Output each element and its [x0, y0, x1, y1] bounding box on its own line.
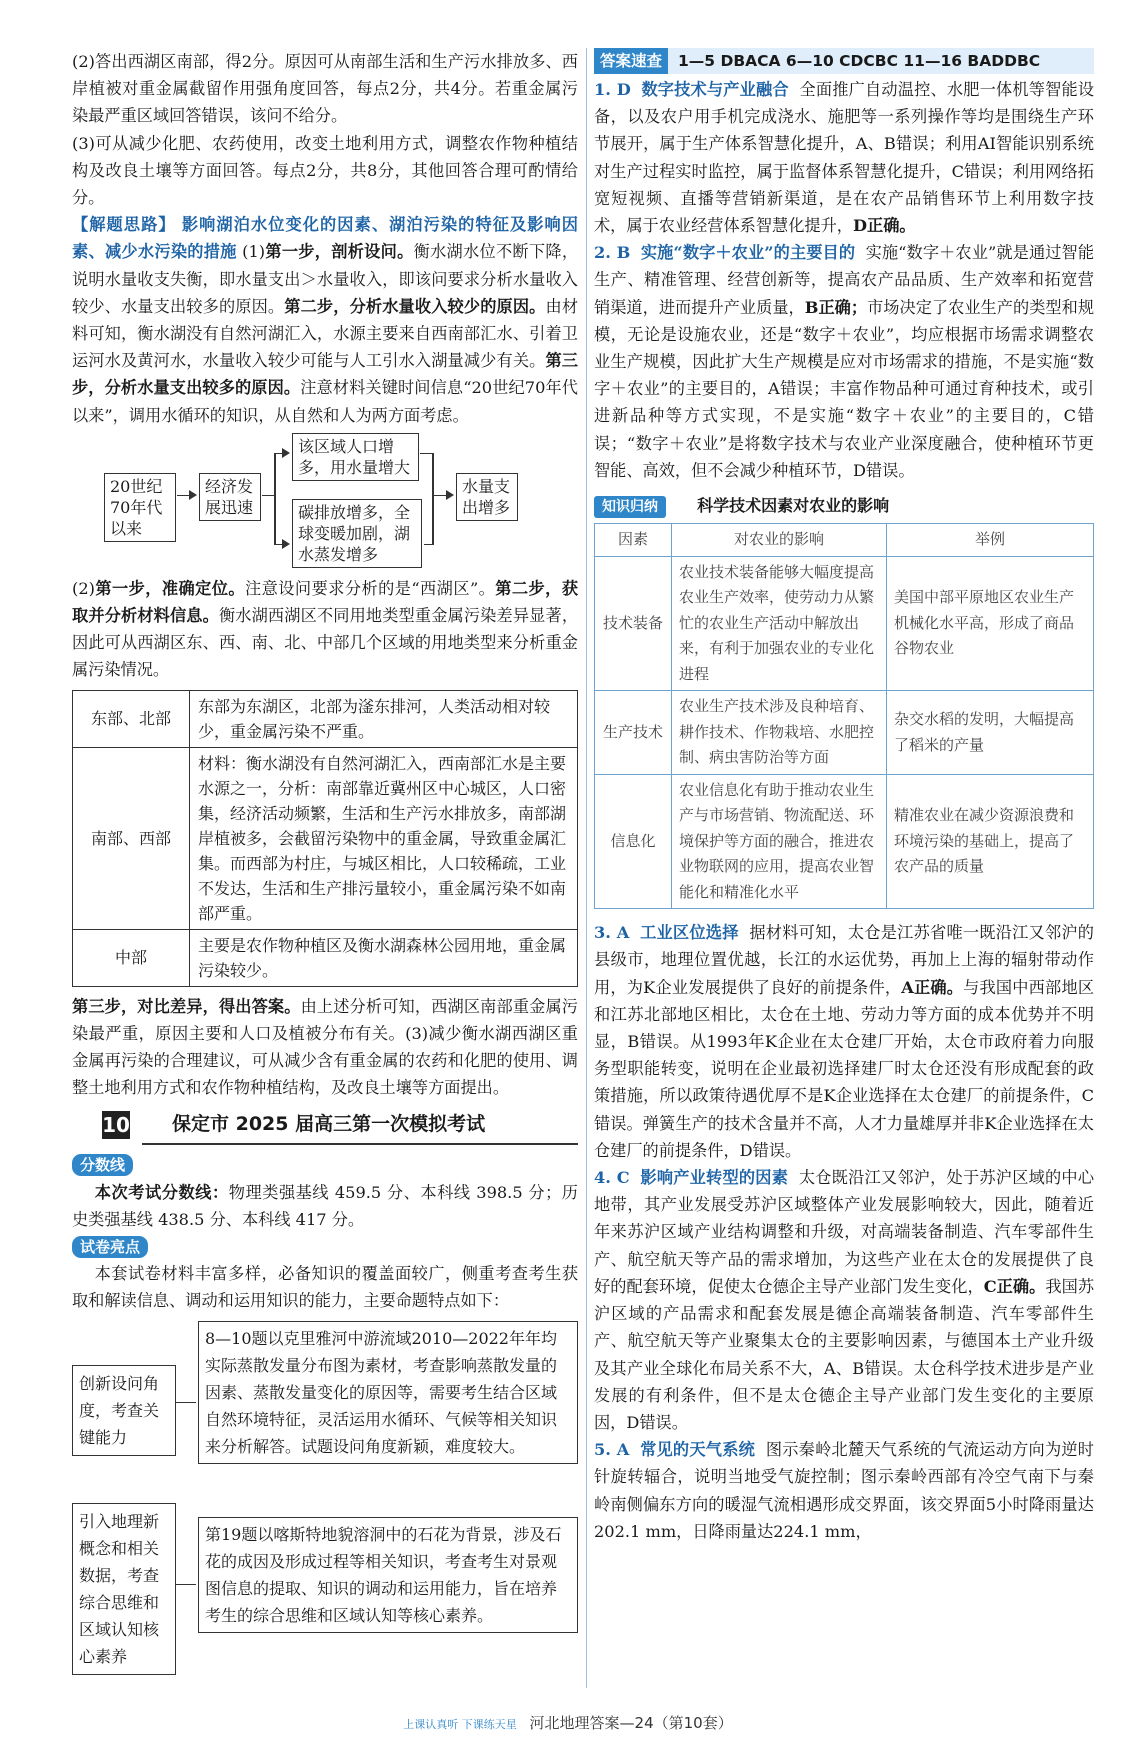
- knowledge-table: [594, 523, 1094, 909]
- section-title: 保定市 2025 届高三第一次模拟考试: [172, 1113, 486, 1136]
- answer-4: 4. C 影响产业转型的因素 太仓既沿江又邻沪，处于苏沪区域的中心地带，其产业发展受苏沪区域整体产业发展影响较大，因此，随着近年来苏沪区域产业结构调整和升级，对高端装备制造、汽车零部件生产、航空航天等产品的需求增加，为这些产业在太仓的发展提供了良好的配套环境，促使太仓德企主导产业部门发生变化，C正确。我国苏沪区域的产品需求和配套发展是德企高端装备制造、汽车零部件生产、航空航天等产业聚集太仓的主要影响因素，与德国本土产业升级及其产业全球化布局关系不大，A、B错误。太仓科学技术进步是产业发展的有利条件，但不是太仓德企主导产业部门发生变化的主要原因，D错误。: [594, 1168, 1095, 1432]
- left-column: [72, 48, 579, 1666]
- answer-3: 3. A 工业区位选择 据材料可知，太仓是江苏省唯一既沿江又邻沪的县级市，地理位置优越，长江的水运优势，再加上上海的辐射带动作用，为K企业发展提供了良好的前提条件，A正确。与我国中西部地区和江苏北部地区相比，太仓在土地、劳动力等方面的成本优势并不明显，B错误。从1993年K企业在太仓建厂开始，太仓市政府着力向服务型职能转变，说明在企业最初选择建厂时太仓还没有形成配套的政策措施，所以政策待遇优厚不是K企业选择在太仓建厂的前提条件，C错误。弹簧生产的技术含量并不高，人才力量雄厚并非K企业选择在太仓建厂的前提条件，D错误。: [594, 923, 1095, 1160]
- quick-check-tag: 答案速查: [594, 48, 668, 74]
- page-label: 河北地理答案—24（第10套）: [529, 1714, 733, 1732]
- column-divider: [586, 48, 587, 1688]
- answer-5: 5. A 常见的天气系统 图示秦岭北麓天气系统的气流运动方向为逆时针旋转辐合，说明当地受气旋控制；图示秦岭西部有冷空气南下与秦岭南侧偏东方向的暖湿气流相遇形成交界面，该交界面5小时降雨量达202.1 mm，日降雨量达224.1 mm，: [594, 1440, 1094, 1541]
- answer-2-scoring: (2)答出西湖区南部，得2分。原因可从南部生活和生产污水排放多、西岸植被对重金属截留作用强角度回答，每点2分，共4分。若重金属污染最严重区域回答错误，该问不给分。: [72, 52, 578, 126]
- highlight-text: 本套试卷材料丰富多样，必备知识的覆盖面较广，侧重考查考生获取和解读信息、调动和运用知识的能力，主要命题特点如下：: [72, 1264, 579, 1311]
- feature-1: [72, 1321, 578, 1489]
- flow-top-box: 该区域人口增多，用水量增大: [292, 433, 419, 481]
- flow-end-box: 水量支出增多: [456, 473, 518, 521]
- right-column: [594, 48, 1094, 1545]
- answer-3-scoring: (3)可从减少化肥、农药使用，改变土地利用方式，调整农作物种植结构及改良土壤等方面回答。每点2分，共8分，其他回答合理可酌情给分。: [72, 133, 578, 208]
- publisher-logo: 上课认真听 下课练天星: [403, 1718, 517, 1731]
- feature-2-text: 第19题以喀斯特地貌溶洞中的石花为背景，涉及石花的成因及形成过程等相关知识，考查考生对景观图信息的提取、知识的调动和运用能力，旨在培养考生的综合思维和区域认知等核心素养。: [198, 1517, 578, 1633]
- quick-answers: 1—5 DBACA 6—10 CDCBC 11—16 BADDBC: [678, 52, 1041, 70]
- section-number: 10: [102, 1113, 130, 1138]
- table-row: 东部、北部 东部为东湖区，北部为滏东排河，人类活动相对较少，重金属污染不严重。: [73, 690, 578, 747]
- flow-diagram: [72, 433, 578, 569]
- feature-2-label: 引入地理新概念和相关数据，考查综合思维和区域认知核心素养: [72, 1503, 176, 1675]
- table-header-row: 因素 对农业的影响 举例: [595, 524, 1094, 557]
- table-row: 技术装备 农业技术装备能够大幅度提高农业生产效率，使劳动力从繁忙的农业生产活动中解放出来，有利于加强农业的专业化进程 美国中部平原地区农业生产机械化水平高，形成了商品谷物农业: [595, 556, 1094, 691]
- knowledge-tag: 知识归纳: [594, 496, 666, 518]
- step-3-paragraph: 第三步，对比差异，得出答案。由上述分析可知，西湖区南部重金属污染最严重，原因主要和人口及植被分布有关。(3)减少衡水湖西湖区重金属再污染的合理建议，可从减少含有重金属的农药和化肥的使用、调整土地利用方式和农作物种植结构，及改良土壤等方面提出。: [72, 996, 578, 1098]
- page-footer: [0, 1712, 1136, 1733]
- feature-2: [72, 1503, 578, 1666]
- feature-1-label: 创新设问角度，考查关键能力: [72, 1365, 176, 1456]
- answer-quick-check: [594, 48, 1094, 74]
- highlight-badge: 试卷亮点: [72, 1236, 148, 1258]
- section-header: [72, 1107, 578, 1147]
- solution-idea: 【解题思路】 影响湖泊水位变化的因素、湖泊污染的特征及影响因素、减少水污染的措施 (1)第一步，剖析设问。衡水湖水位不断下降，说明水量收支失衡，即水量支出＞水量收入，即该问要求分析水量收入较少、水量支出较多的原因。第二步，分析水量收入较少的原因。由材料可知，衡水湖没有自然河湖汇入，水源主要来自西南部汇水、引着卫运河水及黄河水，水量收入较少可能与人工引水入湖量减少有关。第三步，分析水量支出较多的原因。注意材料关键时间信息“20世纪70年代以来”，调用水循环的知识，从自然和人为两方面考虑。: [72, 215, 579, 425]
- answer-1: 1. D 数字技术与产业融合 全面推广自动温控、水肥一体机等智能设备，以及农户用手机完成浇水、施肥等一系列操作等均是围绕生产环节展开，属于生产体系智慧化提升，A、B错误；利用AI智能识别系统对生产过程实时监控，属于监督体系智慧化提升，C错误；利用网络拓宽短视频、直播等营销新渠道，是在农产品销售环节上利用数字技术，属于农业经营体系智慧化提升，D正确。: [594, 80, 1095, 236]
- flow-bottom-box: 碳排放增多，全球变暖加剧，湖水蒸发增多: [292, 499, 422, 568]
- table-row: 南部、西部 材料：衡水湖没有自然河湖汇入，西南部汇水是主要水源之一，分析：南部靠近冀州区中心城区，人口密集，经济活动频繁，生活和生产污水排放多，南部湖岸植被多，会截留污染物中的重金属，导致重金属汇集。而西部为村庄，与城区相比，人口较稀疏，工业不发达，生活和生产排污量较小，重金属污染不如南部严重。: [73, 747, 578, 929]
- solution-topic: 影响湖泊水位变化的因素、湖泊污染的特征及影响因素、减少水污染的措施: [72, 215, 578, 262]
- flow-mid-box: 经济发展迅速: [199, 473, 261, 521]
- flow-start-box: 20世纪70年代以来: [104, 473, 176, 542]
- table-row: 中部 主要是农作物种植区及衡水湖森林公园用地，重金属污染较少。: [73, 929, 578, 986]
- knowledge-title: 科学技术因素对农业的影响: [697, 496, 890, 516]
- table-row: 生产技术 农业生产技术涉及良种培育、耕作技术、作物栽培、水肥控制、病虫害防治等方面 杂交水稻的发明，大幅提高了稻米的产量: [595, 691, 1094, 775]
- feature-1-text: 8—10题以克里雅河中游流域2010—2022年年均实际蒸散发量分布图为素材，考查影响蒸散发量的因素、蒸散发量变化的原因等，需要考生结合区域自然环境特征，灵活运用水循环、气候等相关知识来分析解答。试题设问角度新颖，难度较大。: [198, 1321, 578, 1464]
- score-line: 本次考试分数线：物理类强基线 459.5 分、本科线 398.5 分；历史类强基线 438.5 分、本科线 417 分。: [72, 1182, 578, 1229]
- step-paragraph: (2)第一步，准确定位。注意设问要求分析的是“西湖区”。第二步，获取并分析材料信息。衡水湖西湖区不同用地类型重金属污染差异显著，因此可从西湖区东、西、南、北、中部几个区域的用地类型来分析重金属污染情况。: [72, 578, 579, 680]
- score-line-badge: 分数线: [72, 1154, 133, 1176]
- solution-tag: 【解题思路】: [72, 215, 176, 235]
- pollution-table: [72, 690, 578, 987]
- answer-2: 2. B 实施“数字＋农业”的主要目的 实施“数字＋农业”就是通过智能生产、精准管理、经营创新等，提高农产品品质、生产效率和拓宽营销渠道，进而提升产业质量，B正确；市场决定了农业生产的类型和规模，无论是设施农业，还是“数字＋农业”，均应根据市场需求调整农业生产规模，因此扩大生产规模是应对市场需求的措施，不是实施“数字＋农业”的主要目的，A错误；丰富作物品种可通过育种技术，或引进新品种等方式实现，不是实施“数字＋农业”的主要目的，C错误；“数字＋农业”是将数字技术与农业产业深度融合，使种植环节更智能、高效，但不会减少种植环节，D错误。: [594, 243, 1095, 480]
- table-row: 信息化 农业信息化有助于推动农业生产与市场营销、物流配送、环境保护等方面的融合，推进农业物联网的应用，提高农业智能化和精准化水平 精准农业在减少资源浪费和环境污染的基础上，提高了农产品的质量: [595, 774, 1094, 909]
- knowledge-summary: [594, 492, 1094, 519]
